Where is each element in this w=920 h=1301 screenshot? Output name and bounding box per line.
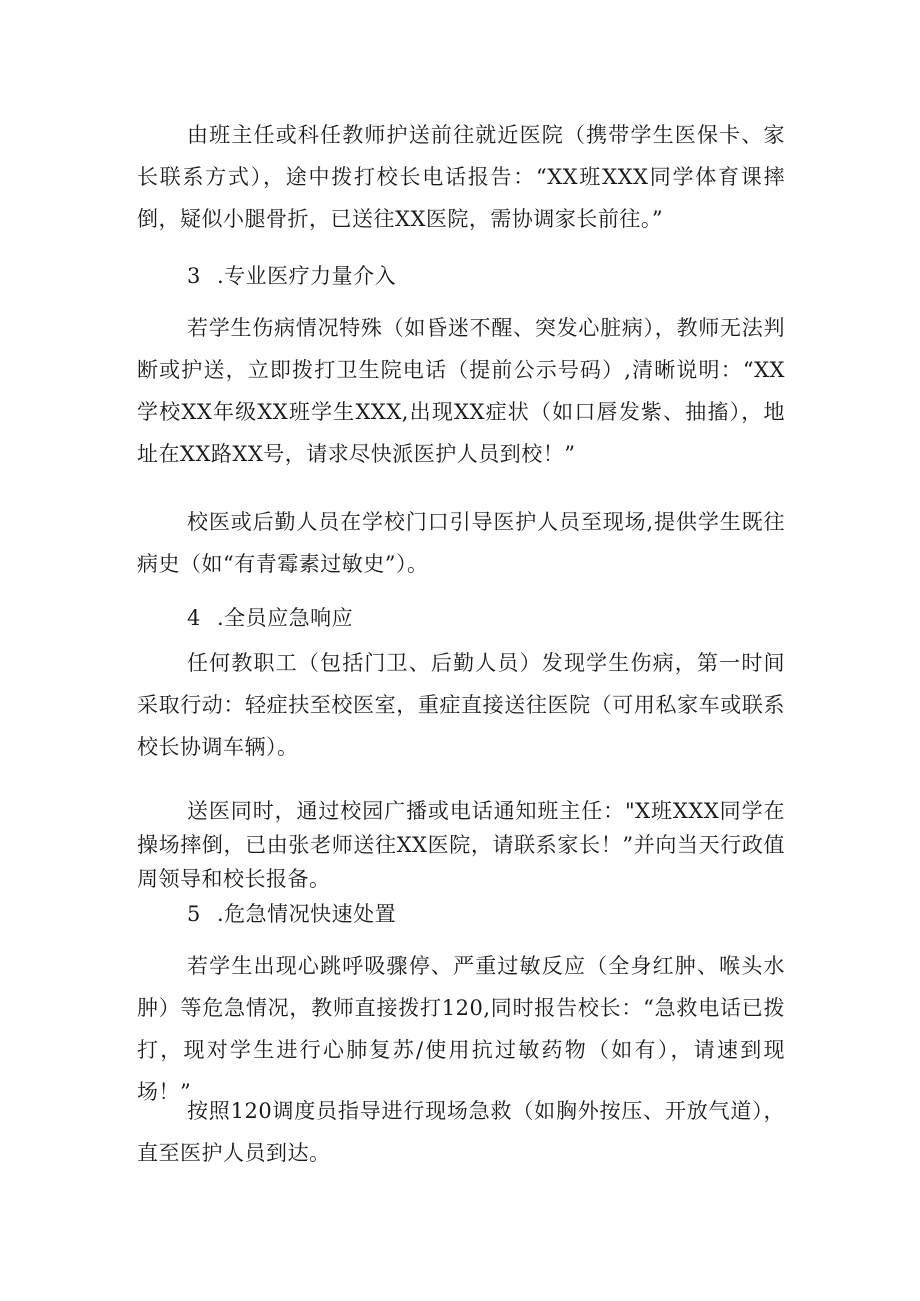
section-heading-5 <box>187 893 396 935</box>
section-title-5: .危急情况快速处置 <box>217 902 397 926</box>
section-number-5: 5 <box>187 902 201 926</box>
section-heading-3 <box>187 255 396 297</box>
section-heading-4 <box>187 597 353 639</box>
paragraph-guide-medics: 校医或后勤人员在学校门口引导医护人员至现场,提供学生既往病史（如“有青霉素过敏史”）。 <box>137 510 785 576</box>
paragraph-professional-medical: 若学生伤病情况特殊（如昏迷不醒、突发心脏病），教师无法判断或护送，立即拨打卫生院电话（提前公示号码）,清晰说明：“XX学校XX年级XX班学生XXX,出现XX症状（如口唇发紫、抽搐），地址在XX路XX号，请求尽快派医护人员到校！” <box>137 316 785 466</box>
section-number-4: 4 <box>187 606 201 630</box>
section-title-4: .全员应急响应 <box>217 606 354 630</box>
section-number-3: 3 <box>187 264 201 288</box>
paragraph-notify-teacher: 送医同时，通过校园广播或电话通知班主任："X班XXX同学在操场摔倒，已由张老师送往XX医院，请联系家长！”并向当天行政值周领导和校长报备。 <box>137 799 785 891</box>
paragraph-all-staff-response: 任何教职工（包括门卫、后勤人员）发现学生伤病，第一时间采取行动：轻症扶至校医室，重症直接送往医院（可用私家车或联系校长协调车辆）。 <box>137 651 785 759</box>
paragraph-escort-hospital: 由班主任或科任教师护送前往就近医院（携带学生医保卡、家长联系方式），途中拨打校长电话报告：“XX班XXX同学体育课摔倒，疑似小腿骨折，已送往XX医院，需协调家长前往。” <box>137 123 785 231</box>
paragraph-critical-situation: 若学生出现心跳呼吸骤停、严重过敏反应（全身红肿、喉头水肿）等危急情况，教师直接拨打120,同时报告校长：“急救电话已拨打，现对学生进行心肺复苏/使用抗过敏药物（如有），请速到现场！” <box>137 954 785 1104</box>
section-title-3: .专业医疗力量介入 <box>217 264 397 288</box>
paragraph-first-aid: 按照120调度员指导进行现场急救（如胸外按压、开放气道），直至医护人员到达。 <box>137 1099 785 1165</box>
